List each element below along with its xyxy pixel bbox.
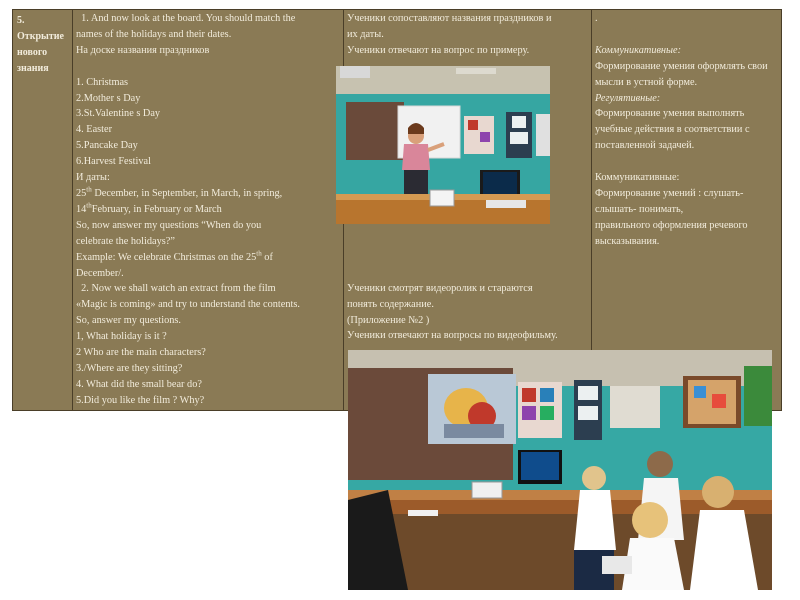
example-line: Example: We celebrate Christmas on the 25th of — [76, 249, 273, 263]
dates-line: 25th December, in September, in March, in spring, — [76, 185, 283, 199]
reg-text: Формирование умения выполнять учебные действия в соответствии с поставленной задачей. — [595, 108, 750, 152]
holiday-item: 5.Pancake Day — [76, 140, 138, 152]
comm2-text: слышать- понимать, — [595, 203, 684, 215]
question-line: So, now answer my questions “When do you — [76, 219, 262, 231]
student-line: Ученики смотрят видеоролик и стараются — [347, 282, 533, 294]
film-question: 2 Who are the main characters? — [76, 347, 206, 359]
classroom-film-photo — [348, 350, 772, 590]
teacher-activity-cell — [73, 10, 344, 410]
holiday-item: 4. Easter — [76, 124, 113, 136]
comm-text: Формирование умения оформлять свои мысли в устной форме. — [595, 60, 768, 88]
student-line: Ученики сопоставляют названия праздников и — [347, 13, 552, 24]
task-line — [76, 11, 340, 27]
classroom-teacher-photo — [336, 66, 550, 224]
board-note: На доске названия праздников — [76, 44, 210, 56]
reg-title: Регулятивные: — [595, 92, 661, 104]
task-line: names of the holidays and their dates. — [76, 28, 232, 40]
film-question: 1, What holiday is it ? — [76, 331, 167, 343]
film-line: 2. Now we shall watch an extract from the film — [81, 283, 276, 295]
task-text-1: 1. And now look at the board. You should match the — [81, 13, 296, 24]
stage-title: 5. Открытие нового знания — [17, 15, 64, 74]
film-question: 5.Did you like the film ? Why? — [76, 394, 205, 406]
answer-prompt: So, answer my questions. — [76, 315, 181, 327]
comm2-text: Формирование умений : слушать- — [595, 187, 744, 199]
comm2-text: правильного оформления речевого высказывания. — [595, 219, 748, 247]
student-line: Ученики отвечают на вопросы по видеофильму. — [347, 330, 558, 342]
appendix-note: (Приложение №2 ) — [347, 314, 430, 326]
comm-title: Коммуникативные: — [595, 44, 682, 56]
film-question: 4. What did the small bear do? — [76, 378, 202, 390]
holiday-item: 1. Christmas — [76, 76, 129, 88]
dates-label: И даты: — [76, 172, 110, 184]
student-line: Ученики отвечают на вопрос по примеру. — [347, 44, 530, 56]
holiday-item: 2.Mother s Day — [76, 92, 141, 104]
dot-mark: . — [595, 13, 598, 24]
question-line: celebrate the holidays?” — [76, 235, 175, 247]
stage-cell — [13, 10, 73, 410]
student-line: их даты. — [347, 28, 384, 40]
holiday-item: 3.St.Valentine s Day — [76, 108, 161, 120]
comm2-title: Коммуникативные: — [595, 172, 680, 184]
dates-line: 14thFebruary, in February or March — [76, 201, 222, 215]
student-line: понять содержание. — [347, 298, 434, 310]
film-question: 3./Where are they sitting? — [76, 362, 183, 374]
film-line: «Magic is coming» and try to understand the contents. — [76, 299, 300, 311]
holiday-item: 6.Harvest Festival — [76, 156, 151, 168]
example-line: December/. — [76, 267, 124, 279]
